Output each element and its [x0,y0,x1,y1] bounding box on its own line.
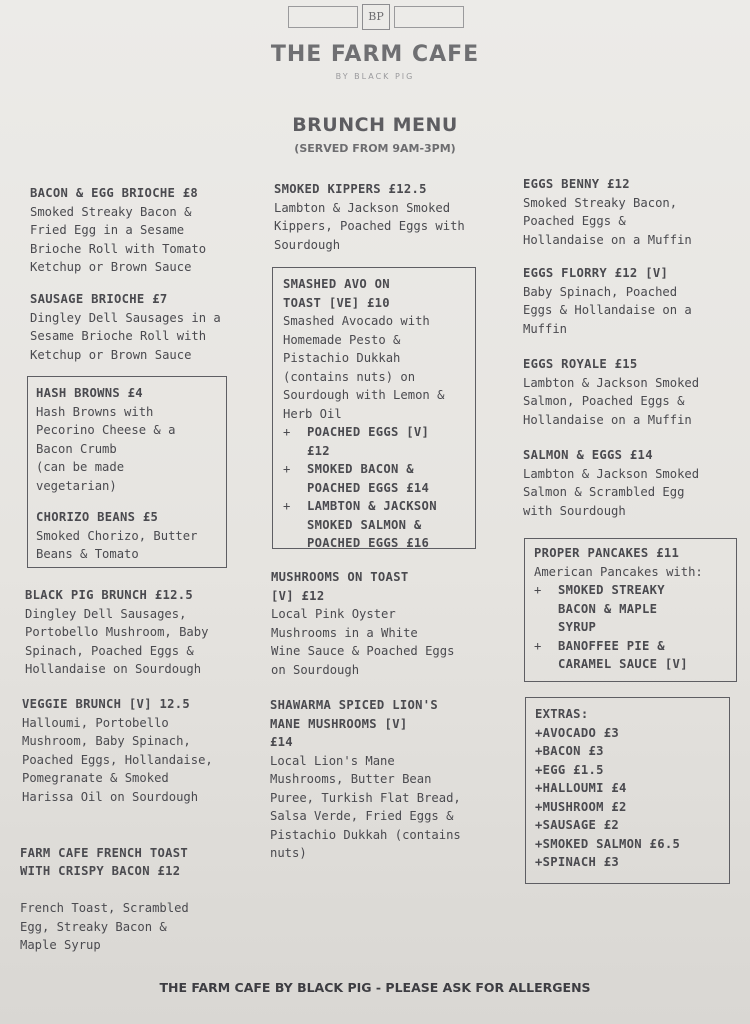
item-title: SALMON & EGGS £14 [523,448,653,462]
item-title: EGGS ROYALE £15 [523,357,638,371]
addon-label: BANOFFEE PIE & CARAMEL SAUCE [V] [558,638,688,671]
extras-title: EXTRAS: [535,707,589,721]
addon-label: LAMBTON & JACKSON SMOKED SALMON & POACHED EGGS £16 [307,499,437,550]
menu-hours: (SERVED FROM 9AM-3PM) [294,142,456,155]
item-description: Lambton & Jackson Smoked Salmon & Scrambled Egg with Sourdough [523,466,700,518]
extras-section [535,705,725,872]
item-description: Smoked Streaky Bacon, Poached Eggs & Hollandaise on a Muffin [523,195,692,247]
item-description: Dingley Dell Sausages in a Sesame Brioche Roll with Ketchup or Brown Sauce [30,310,221,362]
item-title: FARM CAFE FRENCH TOAST WITH CRISPY BACON £12 [20,845,189,878]
menu-item-veggie-brunch [22,695,232,806]
menu-item-eggs-royale [523,355,738,429]
brand-name: THE FARM CAFE [270,42,480,67]
extra-item: +BACON £3 [535,744,604,758]
plus-icon: + [534,638,542,653]
item-title: EGGS FLORRY £12 [V] [523,266,669,280]
extra-item: +SAUSAGE £2 [535,818,620,832]
brand-subtitle: BY BLACK PIG [335,72,415,81]
plus-icon: + [283,462,291,476]
item-description: Smashed Avocado with Homemade Pesto & Pistachio Dukkah (contains nuts) on Sourdough with Lemon & Herb Oil [283,314,445,421]
item-title: MUSHROOMS ON TOAST [V] £12 [271,570,409,603]
menu-item-mushrooms-on-toast [271,568,486,679]
menu-item-smoked-kippers [274,180,489,254]
item-description: American Pancakes with: [534,564,703,579]
extra-item: +AVOCADO £3 [535,725,620,740]
item-description: Local Lion's Mane Mushrooms, Butter Bean Puree, Turkish Flat Bread, Salsa Verde, Fried Eggs & Pistachio Dukkah (contains nuts) [270,753,461,860]
item-title: EGGS BENNY £12 [523,177,630,191]
menu-item-french-toast [20,825,235,973]
item-description: Dingley Dell Sausages, Portobello Mushroom, Baby Spinach, Poached Eggs & Hollandaise on Sourdough [25,606,209,676]
addon-list [283,423,473,553]
menu-item-bacon-egg-brioche [30,184,230,277]
plus-icon: + [534,583,542,597]
item-title: VEGGIE BRUNCH [V] 12.5 [22,697,191,711]
logo-bar-left [288,6,358,28]
item-title: BACON & EGG BRIOCHE £8 [30,186,199,200]
plus-icon: + [283,499,291,513]
menu-item-smashed-avo [283,275,473,553]
addon-item [283,423,473,460]
menu-item-eggs-florry [523,264,738,338]
item-title: SMOKED KIPPERS £12.5 [274,182,427,196]
addon-item [283,460,473,497]
item-title: SAUSAGE BRIOCHE £7 [30,292,168,306]
item-description: Smoked Chorizo, Butter Beans & Tomato [36,528,198,561]
item-title: CHORIZO BEANS £5 [36,510,159,524]
item-description: Halloumi, Portobello Mushroom, Baby Spinach, Poached Eggs, Hollandaise, Pomegranate & Smoked Harissa Oil on Sourdough [22,715,213,804]
item-title: PROPER PANCAKES £11 [534,546,680,560]
menu-item-salmon-eggs [523,446,738,520]
item-description: Local Pink Oyster Mushrooms in a White Wine Sauce & Poached Eggs on Sourdough [271,607,455,677]
item-description: Smoked Streaky Bacon & Fried Egg in a Sesame Brioche Roll with Tomato Ketchup or Brown Sauce [30,204,207,274]
menu-item-hash-browns [36,384,221,495]
extra-item: +EGG £1.5 [535,762,604,777]
footer-allergens-note: THE FARM CAFE BY BLACK PIG - PLEASE ASK FOR ALLERGENS [159,980,591,995]
menu-item-eggs-benny [523,175,738,249]
logo-bar-right [394,6,464,28]
extra-item: +MUSHROOM £2 [535,799,627,814]
addon-item [534,581,734,637]
addon-label: SMOKED BACON & POACHED EGGS £14 [307,462,430,495]
item-title: SMASHED AVO ON TOAST [VE] £10 [283,277,390,310]
menu-item-sausage-brioche [30,290,230,364]
menu-item-chorizo-beans [36,508,221,564]
menu-title: BRUNCH MENU [292,114,458,136]
menu-item-shawarma-mushrooms [270,696,485,863]
menu-item-black-pig-brunch [25,586,235,679]
addon-list [534,581,734,674]
extra-item: +SMOKED SALMON £6.5 [535,836,681,851]
plus-icon: + [283,425,291,439]
extra-item: +HALLOUMI £4 [535,781,627,795]
item-description: Hash Browns with Pecorino Cheese & a Bacon Crumb (can be made vegetarian) [36,404,176,493]
extra-item: +SPINACH £3 [535,855,620,869]
item-title: BLACK PIG BRUNCH £12.5 [25,588,194,602]
logo-monogram: BP [362,4,390,30]
addon-label: POACHED EGGS [V] £12 [307,425,430,458]
addon-item [534,637,734,674]
item-description: Lambton & Jackson Smoked Kippers, Poached Eggs with Sourdough [274,200,465,252]
menu-item-proper-pancakes [534,544,734,674]
item-description: Baby Spinach, Poached Eggs & Hollandaise on a Muffin [523,284,692,336]
item-title: SHAWARMA SPICED LION'S MANE MUSHROOMS [V] £14 [270,698,439,749]
logo [288,4,464,32]
item-description: Lambton & Jackson Smoked Salmon, Poached Eggs & Hollandaise on a Muffin [523,375,700,427]
addon-label: SMOKED STREAKY BACON & MAPLE SYRUP [558,583,665,634]
item-title: HASH BROWNS £4 [36,386,143,400]
item-description: French Toast, Scrambled Egg, Streaky Bacon & Maple Syrup [20,901,189,952]
addon-item [283,497,473,553]
